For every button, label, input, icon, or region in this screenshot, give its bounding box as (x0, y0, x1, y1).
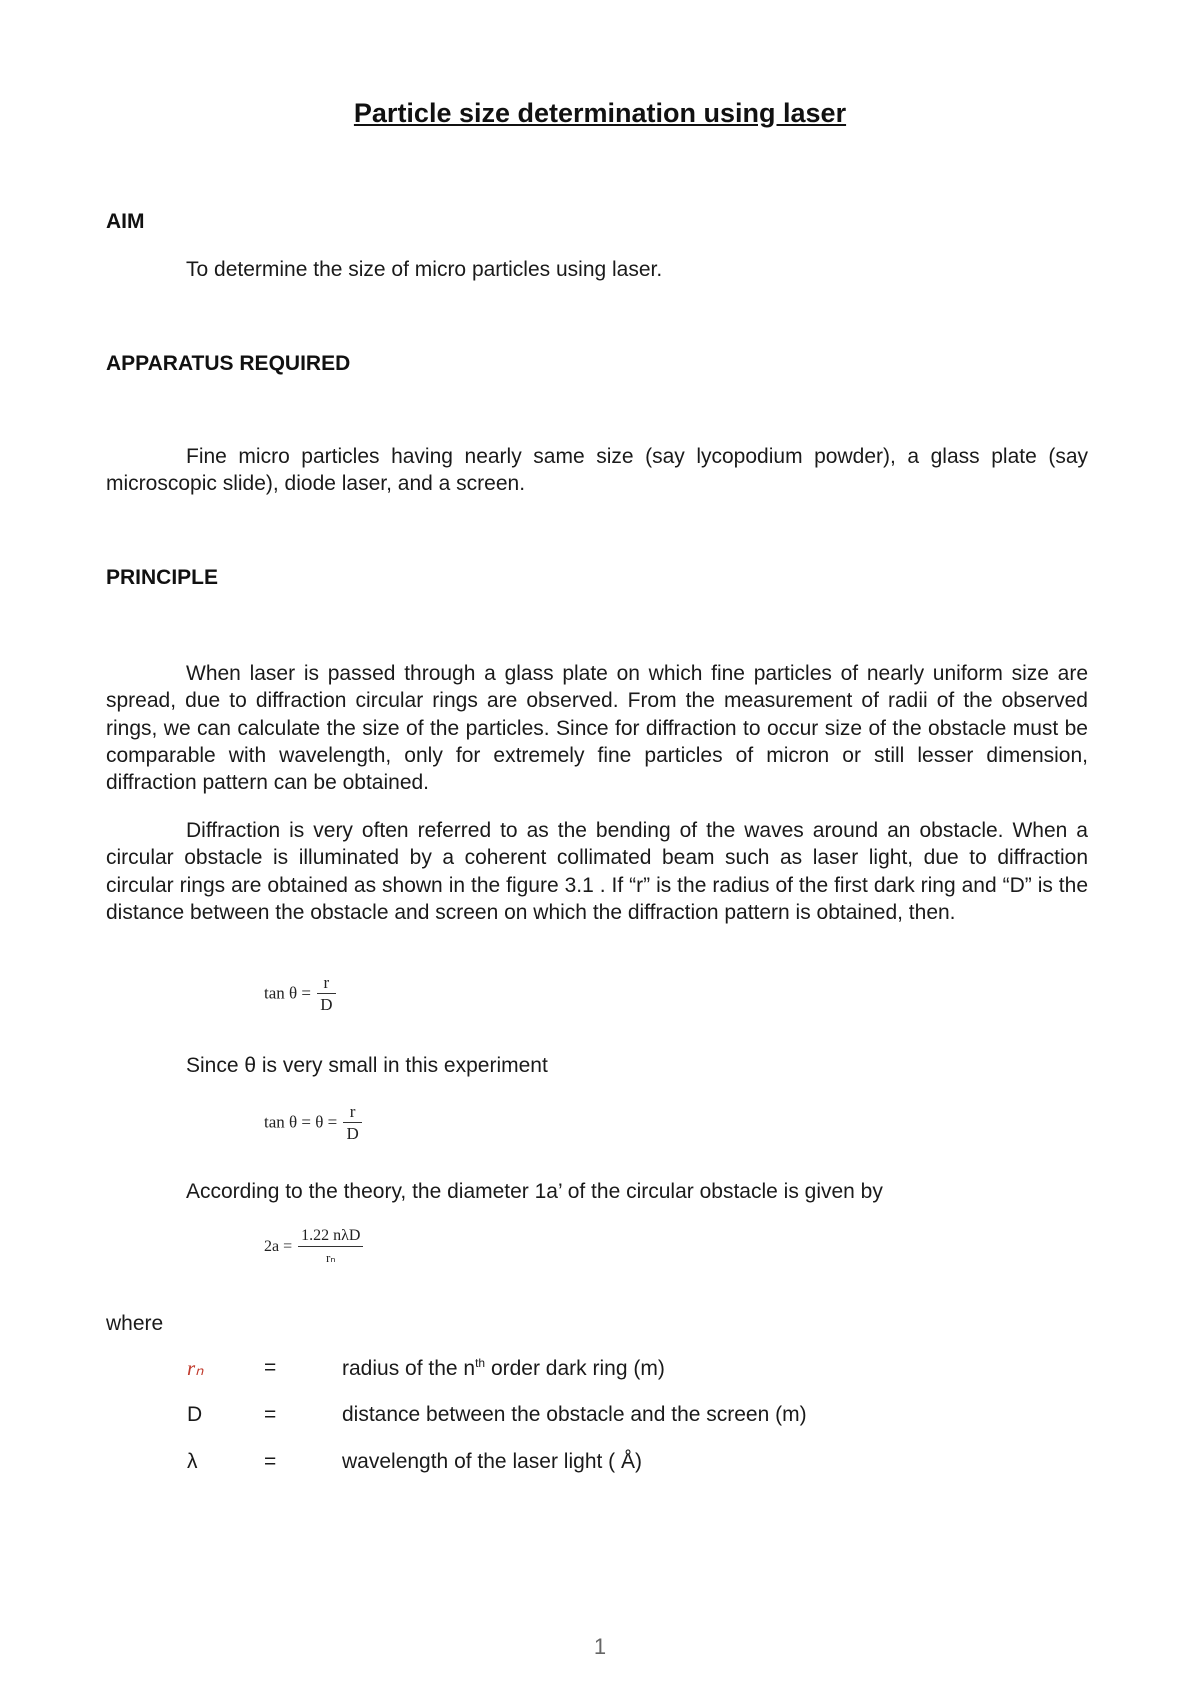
definition-description-text: radius of the n (342, 1357, 476, 1380)
definition-description-tail: order dark ring (m) (485, 1357, 665, 1380)
where-label: where (106, 1312, 164, 1335)
since-text: Since θ is very small in this experiment (186, 1054, 548, 1077)
definition-equals: = (264, 1356, 277, 1379)
page-number: 1 (593, 1634, 607, 1659)
apparatus-text-body: Fine micro particles having nearly same size (say lycopodium powder), a glass plate (say microscopic slide), diode laser, and a screen. (106, 445, 1088, 496)
definition-equals: = (264, 1450, 277, 1473)
fraction-numerator: r (349, 1102, 356, 1121)
aim-heading: AIM (106, 210, 145, 233)
theory-text: According to the theory, the diameter 1a’ of the circular obstacle is given by (186, 1180, 883, 1203)
fraction-numerator: 1.22 nλD (301, 1227, 361, 1244)
definition-symbol: λ (187, 1450, 198, 1473)
equation-small-angle-lhs: tan θ = θ = (264, 1112, 338, 1132)
definition-equals: = (264, 1403, 277, 1426)
fraction-denominator: D (317, 993, 335, 1016)
definition-symbol: rₙ (187, 1356, 204, 1380)
fraction-numerator: r (323, 973, 330, 992)
equation-diameter-fraction (298, 1226, 363, 1269)
fraction-denominator: D (343, 1122, 361, 1145)
definition-description-superscript: th (475, 1356, 486, 1370)
page-title: Particle size determination using laser (353, 98, 847, 128)
equation-small-angle-fraction (343, 1102, 361, 1145)
principle-paragraph-2 (106, 817, 1088, 926)
fraction-denominator: rₙ (298, 1246, 363, 1269)
principle-paragraph-1-body: When laser is passed through a glass plate on which fine particles of nearly uniform size are spread, due to diffraction circular rings are observed. From the measurement of radii of the observed rings, we can calculate the size of the particles. Since for diffraction to occur size of the obstacle must be comparable with wavelength, only for extremely fine particles of micron or still lesser dimension, diffraction pattern can be obtained. (106, 662, 1088, 795)
aim-text: To determine the size of micro particles using laser. (186, 258, 663, 281)
equation-small-angle (264, 1102, 362, 1145)
equation-tan-theta (264, 973, 336, 1016)
principle-heading: PRINCIPLE (106, 566, 219, 589)
equation-diameter (264, 1226, 363, 1269)
definition-description (342, 1356, 665, 1381)
equation-tan-theta-lhs: tan θ = (264, 983, 311, 1003)
definition-symbol: D (187, 1403, 203, 1426)
equation-diameter-lhs: 2a = (264, 1238, 293, 1256)
apparatus-heading: APPARATUS REQUIRED (106, 352, 351, 375)
principle-paragraph-1 (106, 660, 1088, 796)
apparatus-text (106, 443, 1088, 498)
equation-tan-theta-fraction (317, 973, 335, 1016)
principle-paragraph-2-body: Diffraction is very often referred to as the bending of the waves around an obstacle. When a circular obstacle is illuminated by a coherent collimated beam such as laser light, due to diffraction circular rings are obtained as shown in the figure 3.1 . If “r” is the radius of the first dark ring and “D” is the distance between the obstacle and screen on which the diffraction pattern is obtained, then. (106, 819, 1088, 924)
definition-description: distance between the obstacle and the screen (m) (342, 1403, 807, 1426)
definition-description: wavelength of the laser light ( Å) (342, 1450, 642, 1473)
